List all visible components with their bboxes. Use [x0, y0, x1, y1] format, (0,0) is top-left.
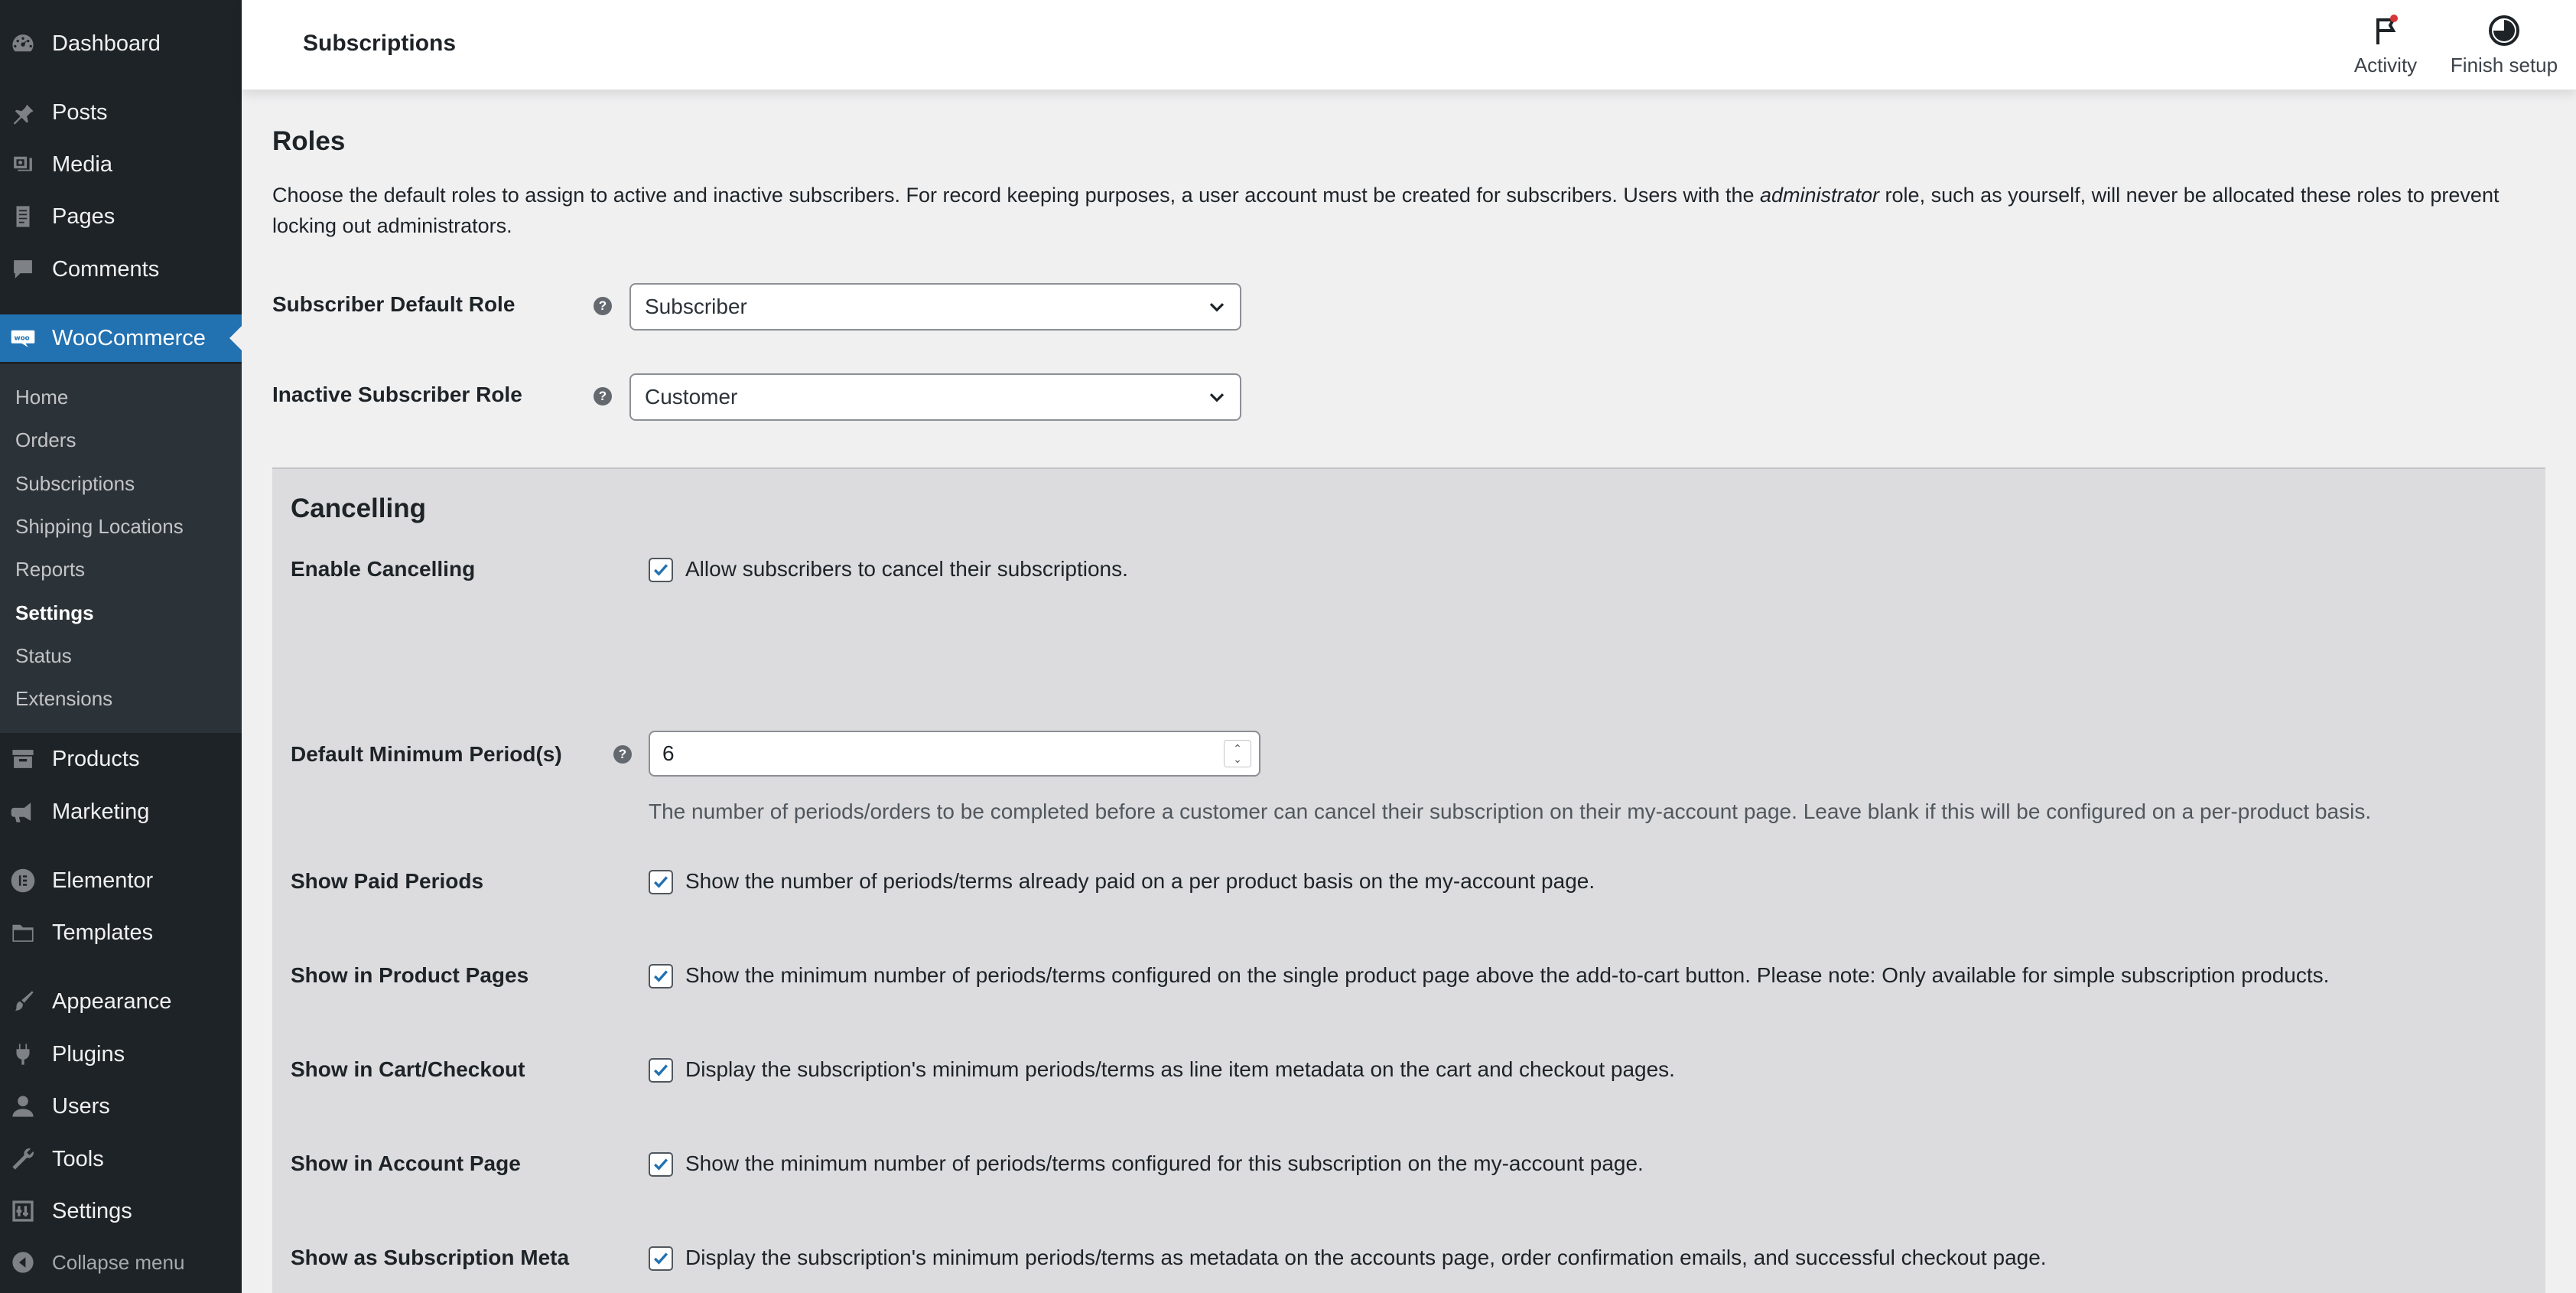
menu-item-pages[interactable] — [0, 193, 242, 240]
paintbrush-icon — [9, 988, 37, 1015]
menu-item-comments[interactable] — [0, 246, 242, 293]
cancelling-heading: Cancelling — [291, 493, 426, 523]
submenu-status[interactable]: Status — [15, 644, 72, 667]
menu-item-dashboard[interactable] — [0, 20, 242, 67]
menu-label-posts: Posts — [52, 99, 108, 125]
submenu-subscriptions[interactable]: Subscriptions — [15, 472, 135, 495]
checkmark-icon — [651, 560, 671, 580]
submenu-home[interactable]: Home — [15, 386, 69, 409]
enable-cancelling-text: Allow subscribers to cancel their subscriptions. — [685, 557, 1128, 581]
menu-label-tools: Tools — [52, 1146, 104, 1171]
show-in-product-pages-checkbox[interactable] — [649, 964, 673, 988]
menu-label-dashboard: Dashboard — [52, 31, 161, 56]
media-icon — [9, 151, 37, 178]
collapse-arrow-icon — [9, 1249, 37, 1276]
activity-label: Activity — [2353, 54, 2418, 77]
menu-label-appearance: Appearance — [52, 988, 172, 1014]
pages-icon — [9, 203, 37, 230]
checkmark-icon — [651, 1060, 671, 1080]
spinner-down-icon[interactable]: ⌄ — [1233, 753, 1242, 765]
menu-label-woocommerce: WooCommerce — [52, 325, 206, 350]
show-as-subscription-meta-label: Show as Subscription Meta — [291, 1246, 570, 1269]
show-as-subscription-meta-checkbox[interactable] — [649, 1246, 673, 1271]
menu-item-users[interactable] — [0, 1083, 242, 1130]
dashboard-icon — [9, 30, 37, 57]
roles-desc-emphasis: administrator — [1759, 184, 1880, 207]
spinner-up-icon[interactable]: ⌃ — [1233, 742, 1242, 754]
roles-desc-after: role, such as yourself, will never be allocated these roles to prevent locking out administrators. — [272, 184, 2500, 237]
menu-label-settings: Settings — [52, 1198, 132, 1223]
default-minimum-periods-value: 6 — [662, 741, 675, 765]
checkmark-icon — [651, 1249, 671, 1269]
show-in-account-page-label: Show in Account Page — [291, 1151, 521, 1175]
menu-item-tools[interactable] — [0, 1135, 242, 1183]
menu-item-settings[interactable] — [0, 1187, 242, 1235]
woocommerce-submenu — [0, 364, 242, 733]
woocommerce-icon — [9, 324, 37, 352]
chevron-down-icon — [1205, 295, 1229, 320]
menu-label-marketing: Marketing — [52, 799, 150, 824]
show-in-account-page-checkbox[interactable] — [649, 1152, 673, 1177]
show-in-product-pages-text: Show the minimum number of periods/terms configured on the single product page above the add-to-cart button. Please note: Only available for simple subscription products. — [685, 963, 2330, 987]
pushpin-icon — [9, 99, 37, 126]
roles-desc-before: Choose the default roles to assign to active and inactive subscribers. For record keeping purposes, a user account must be created for subscribers. Users with the — [272, 184, 1760, 207]
menu-label-media: Media — [52, 151, 112, 177]
top-header — [242, 0, 2576, 90]
plugin-icon — [9, 1041, 37, 1068]
help-tip-icon[interactable]: ? — [613, 745, 632, 764]
submenu-shipping-locations[interactable]: Shipping Locations — [15, 515, 184, 538]
inactive-subscriber-role-value: Customer — [645, 385, 738, 409]
menu-label-pages: Pages — [52, 204, 115, 229]
admin-sidebar — [0, 0, 242, 1293]
menu-item-posts[interactable] — [0, 89, 242, 136]
page-title: Subscriptions — [303, 31, 457, 56]
menu-label-users: Users — [52, 1093, 110, 1119]
sliders-icon — [9, 1197, 37, 1225]
archive-box-icon — [9, 745, 37, 773]
show-in-cart-checkout-label: Show in Cart/Checkout — [291, 1057, 525, 1081]
submenu-reports[interactable]: Reports — [15, 558, 86, 581]
menu-label-elementor: Elementor — [52, 868, 154, 893]
checkmark-icon — [651, 966, 671, 986]
show-as-subscription-meta-text: Display the subscription's minimum periods/terms as metadata on the accounts page, order confirmation emails, and successful checkout page. — [685, 1246, 2047, 1269]
roles-description — [272, 180, 2552, 241]
roles-heading: Roles — [272, 126, 346, 156]
svg-text:woo: woo — [14, 334, 30, 343]
progress-ring-icon — [2443, 12, 2565, 49]
menu-item-products[interactable] — [0, 735, 242, 783]
submenu-extensions[interactable]: Extensions — [15, 687, 113, 710]
show-paid-periods-label: Show Paid Periods — [291, 869, 484, 893]
subscriber-default-role-label: Subscriber Default Role — [272, 292, 516, 316]
menu-item-woocommerce[interactable] — [0, 314, 242, 362]
show-in-product-pages-label: Show in Product Pages — [291, 963, 529, 987]
default-minimum-periods-description: The number of periods/orders to be completed before a customer can cancel their subscription on their my-account page. Leave blank if this will be configured on a per-product basis. — [649, 800, 2372, 823]
menu-label-templates: Templates — [52, 920, 154, 945]
inactive-subscriber-role-select[interactable] — [629, 373, 1241, 421]
menu-label-comments: Comments — [52, 256, 160, 282]
enable-cancelling-checkbox[interactable] — [649, 558, 673, 582]
checkmark-icon — [651, 1155, 671, 1174]
submenu-orders[interactable]: Orders — [15, 428, 76, 451]
megaphone-icon — [9, 798, 37, 826]
settings-content — [242, 90, 2576, 1293]
show-in-cart-checkout-text: Display the subscription's minimum periods/terms as line item metadata on the cart and checkout pages. — [685, 1057, 1675, 1081]
number-spinner[interactable] — [1224, 740, 1251, 767]
menu-label-products: Products — [52, 746, 140, 771]
user-icon — [9, 1093, 37, 1120]
menu-item-elementor[interactable] — [0, 857, 242, 904]
menu-item-templates[interactable] — [0, 909, 242, 956]
menu-item-appearance[interactable] — [0, 978, 242, 1025]
default-minimum-periods-input[interactable] — [649, 731, 1260, 777]
activity-button[interactable] — [2336, 12, 2435, 77]
subscriber-default-role-select[interactable] — [629, 283, 1241, 331]
active-menu-arrow — [229, 326, 242, 350]
wrench-icon — [9, 1145, 37, 1173]
show-in-account-page-text: Show the minimum number of periods/terms configured for this subscription on the my-account page. — [685, 1151, 1644, 1175]
enable-cancelling-label: Enable Cancelling — [291, 557, 476, 581]
menu-item-media[interactable] — [0, 141, 242, 188]
inactive-subscriber-role-label: Inactive Subscriber Role — [272, 383, 522, 406]
comment-bubble-icon — [9, 256, 37, 283]
help-tip-icon[interactable]: ? — [594, 387, 612, 405]
folder-icon — [9, 919, 37, 946]
cancelling-section — [272, 467, 2545, 1293]
show-paid-periods-text: Show the number of periods/terms already paid on a per product basis on the my-account page. — [685, 869, 1595, 893]
menu-item-marketing[interactable] — [0, 788, 242, 835]
flag-icon — [2336, 12, 2435, 49]
menu-item-plugins[interactable] — [0, 1031, 242, 1078]
subscriber-default-role-value: Subscriber — [645, 295, 747, 318]
menu-label-plugins: Plugins — [52, 1041, 125, 1067]
chevron-down-icon — [1205, 386, 1229, 410]
checkmark-icon — [651, 872, 671, 892]
submenu-settings[interactable]: Settings — [15, 601, 94, 624]
finish-setup-button[interactable] — [2443, 12, 2565, 77]
help-tip-icon[interactable]: ? — [594, 297, 612, 315]
elementor-icon — [9, 867, 37, 894]
default-minimum-periods-label: Default Minimum Period(s) — [291, 742, 562, 766]
finish-setup-label: Finish setup — [2450, 54, 2558, 77]
show-paid-periods-checkbox[interactable] — [649, 870, 673, 894]
collapse-menu-button[interactable] — [0, 1239, 242, 1286]
show-in-cart-checkout-checkbox[interactable] — [649, 1058, 673, 1083]
menu-label-collapse: Collapse menu — [52, 1250, 185, 1274]
